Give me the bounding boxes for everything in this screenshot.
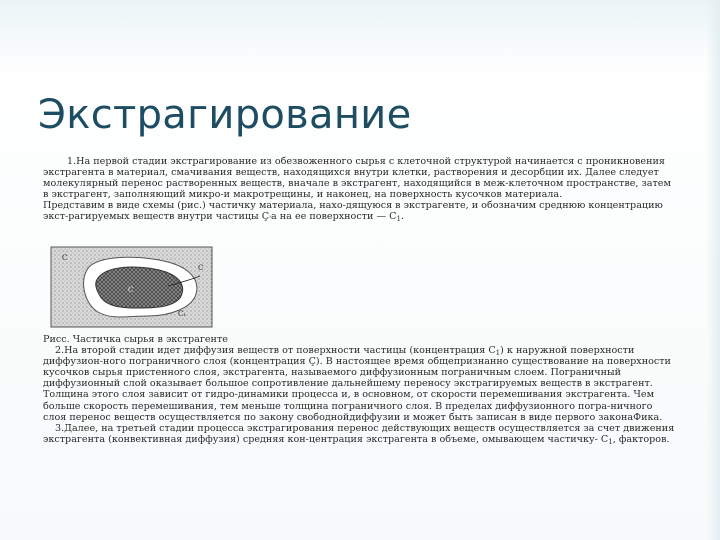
- paragraph-stage-2: [43, 345, 675, 423]
- stage3-text-a: 3.Далее, на третьей стадии процесса экстрагирования перенос действующих веществ осуществляется за счет движения экстрагента (конвективная диффузия) средняя кон-центрация экстрагента в объеме, омывающем частичку- С: [43, 422, 675, 445]
- stage2-subscript: 1: [495, 349, 501, 358]
- particle-figure: [50, 246, 213, 328]
- text-block-intro: [43, 156, 675, 223]
- scheme-text: Представим в виде схемы (рис.) частичку материала, нахо-дящуюся в экстрагенте, и обозначим среднюю концентрацию экст-рагируемых веществ внутри частицы Ç: [43, 200, 663, 223]
- scheme-text-tail: а на ее поверхности — С: [271, 211, 397, 223]
- figure-caption: Рисс. Частичка сырья в экстрагенте: [43, 334, 228, 345]
- slide-title: Экстрагирование: [38, 92, 412, 138]
- paragraph-scheme: Представим в виде схемы (рис.) частичку материала, нахо-дящуюся в экстрагенте, и обозначим среднюю концентрацию экст-рагируемых веществ внутри частицы $Ç'а$ на ее поверхности — $С_1$.: [43, 200, 663, 224]
- figure-label-topleft: С: [62, 254, 68, 262]
- figure-label-inner: С: [128, 286, 134, 294]
- scheme-subscript: 1: [396, 215, 401, 224]
- paragraph-stage-3: [43, 423, 675, 445]
- scheme-sub-marker: ': [269, 215, 272, 224]
- figure-label-right: С: [198, 264, 204, 272]
- stage3-subscript: 1: [608, 437, 613, 446]
- stage2-text-b: ) к наружной поверхности диффузион-ного пограничного слоя (концентрация Ç). В настоящее время общепризнанно существование на поверхности кусочков сырья пристенного слоя, экстрагента, называемого диффузионным пограничным слоем. Пограничный диффузионный слой оказывает большое сопротивление дальнейшему переносу экстрагируемых веществ в экстрагент. Толщина этого слоя зависит от гидро-динамики процесса и, в основном, от скорости перемешивания экстрагента. Чем больше скорость перемешивания, тем меньше толщина пограничного слоя. В пределах диффузионного погра-ничного слоя перенос веществ осуществляется по закону свободнойдиффузии и может быть записан в виде первого законаФика.: [43, 345, 671, 423]
- top-decor-band: [0, 0, 720, 70]
- text-block-stages: [43, 334, 675, 445]
- stage3-text-b: , факторов.: [612, 433, 670, 445]
- figure-label-bottom: С₁: [178, 310, 187, 318]
- stage2-text-a: 2.На второй стадии идет диффузия веществ от поверхности частицы (концентрация С: [55, 345, 496, 357]
- side-decor-band: [706, 0, 720, 540]
- paragraph-stage-1: 1.На первой стадии экстрагирование из обезвоженного сырья с клеточной структурой начинается с проникновения экстрагента в материал, смачивания веществ, находящихся внутри клетки, растворения и десорбции их. Далее следует молекулярный перенос растворенных веществ, вначале в экстрагент, находящийся в меж-клеточном пространстве, затем в экстрагент, заполняющий микро-и макротрещины, и наконец, на поверхность кусочков материала.: [43, 156, 671, 201]
